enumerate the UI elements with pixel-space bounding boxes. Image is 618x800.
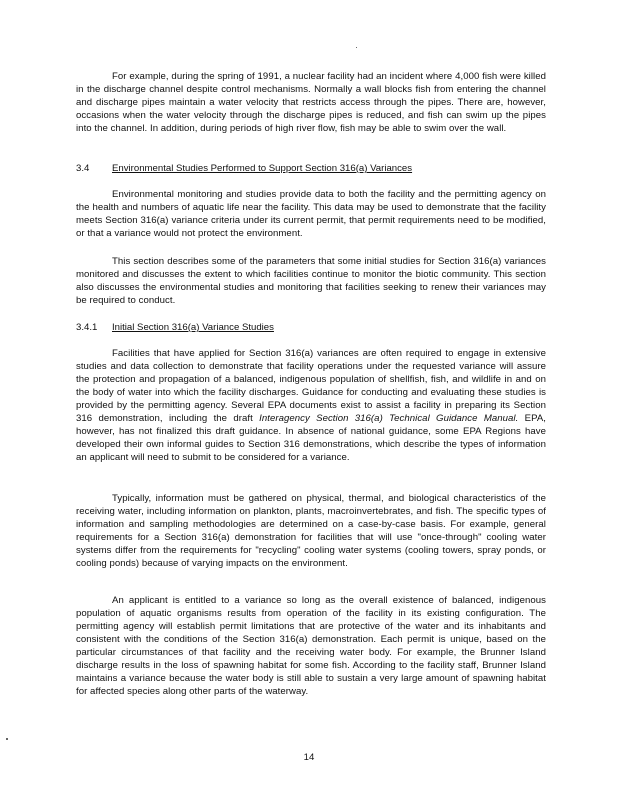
- section-heading-3-4: [76, 162, 546, 175]
- scan-speck: [356, 47, 357, 48]
- paragraph-environmental-monitoring: [76, 188, 546, 240]
- paragraph-section-description: [76, 255, 546, 307]
- paragraph-text: Typically, information must be gathered on physical, thermal, and biological characteristics of the receiving water, including information on plankton, plants, macroinvertebrates, and fish. The specific types of information and sampling methodologies are determined on a case-by-case basis. For example, general requirements for a Section 316(a) demonstration for facilities that will use "once-through" cooling water systems differ from the requirements for "recycling" cooling water systems (cooling towers, spray ponds, or cooling ponds) because of varying impacts on the environment.: [76, 493, 546, 569]
- paragraph-text: For example, during the spring of 1991, a nuclear facility had an incident where 4,000 fish were killed in the discharge channel despite control mechanisms. Normally a wall blocks fish from entering the channel and discharge pipes maintain a water velocity that restricts access through the pipes. There are, however, occasions when the water velocity through the discharge pipes is reduced, and fish can swim up the pipes into the channel. In addition, during periods of high river flow, fish may be able to swim over the wall.: [76, 71, 546, 134]
- section-number: 3.4.1: [76, 322, 98, 333]
- section-number: 3.4: [76, 163, 90, 174]
- paragraph-information-gathering: [76, 492, 546, 570]
- scan-speck: [6, 738, 8, 740]
- page-number: 14: [303, 752, 315, 763]
- paragraph-initial-studies: [76, 347, 546, 464]
- section-title: Environmental Studies Performed to Support Section 316(a) Variances: [112, 163, 413, 174]
- guidance-manual-title: Interagency Section 316(a) Technical Guidance Manual.: [259, 413, 519, 424]
- paragraph-text: Environmental monitoring and studies provide data to both the facility and the permitting agency on the health and numbers of aquatic life near the facility. This data may be used to demonstrate that the facility meets Section 316(a) variance criteria under its current permit, that permit requirements need to be modified, or that a variance would not protect the environment.: [76, 189, 546, 239]
- paragraph-fish-incident: [76, 70, 546, 135]
- paragraph-variance-entitlement: [76, 594, 546, 698]
- paragraph-text: Facilities that have applied for Section 316(a) variances are often required to engage in extensive studies and data collection to demonstrate that facility operations under the requested variance will assure the protection and propagation of a balanced, indigenous population of shellfish, fish, and wildlife in and on the body of water into which the facility discharges. Guidance for conducting and evaluating these studies is provided by the permitting agency. Several EPA documents exist to assist a facility in preparing its Section 316 demonstration, including the draft Interagency Section 316(a) Technical Guidance Manual. EPA, however, has not finalized this draft guidance. In absence of national guidance, some EPA Regions have developed their own informal guides to Section 316 demonstrations, which describe the types of information an applicant will need to submit to be considered for a variance.: [76, 348, 546, 463]
- section-title: Initial Section 316(a) Variance Studies: [112, 322, 274, 333]
- paragraph-text: This section describes some of the parameters that some initial studies for Section 316(a) variances monitored and discusses the extent to which facilities continue to monitor the biotic community. This section also discusses the environmental studies and monitoring that facilities seeking to renew their variances may be required to conduct.: [76, 256, 546, 306]
- section-heading-3-4-1: [76, 321, 546, 334]
- paragraph-text: An applicant is entitled to a variance so long as the overall existence of balanced, indigenous population of aquatic organisms results from operation of the facility in its existing configuration. The permitting agency will establish permit limitations that are protective of the water and its inhabitants and consistent with the conditions of the Section 316(a) demonstration. Each permit is unique, based on the particular circumstances of that facility and the receiving water body. For example, the Brunner Island discharge results in the loss of spawning habitat for some fish. According to the facility staff, Brunner Island maintains a variance because the water body is still able to sustain a very large amount of spawning habitat for affected species along other parts of the waterway.: [76, 595, 546, 697]
